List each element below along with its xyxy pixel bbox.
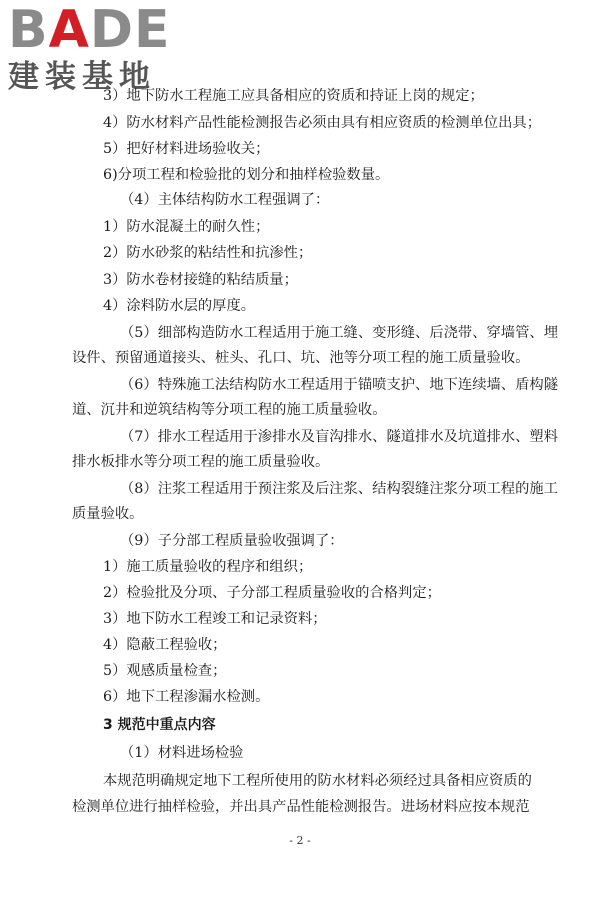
- text-line: 3）防水卷材接缝的粘结质量；: [103, 272, 298, 288]
- text-line: （9）子分部工程质量验收强调了：: [120, 533, 344, 549]
- text-line: 1）施工质量验收的程序和组织；: [103, 559, 313, 575]
- text-line: （1）材料进场检验: [120, 745, 244, 761]
- text-line: 2）检验批及分项、子分部工程质量验收的合格判定；: [103, 585, 441, 601]
- section-heading: 3 规范中重点内容: [103, 717, 216, 733]
- text-line: 6)分项工程和检验批的划分和抽样检验数量。: [103, 167, 390, 183]
- text-line: （6）特殊施工法结构防水工程适用于锚喷支护、地下连续墙、盾构隧: [120, 377, 558, 393]
- page-number: - 2 -: [289, 834, 311, 847]
- text-line: 4）涂料防水层的厚度。: [103, 298, 256, 314]
- text-line: 排水板排水等分项工程的施工质量验收。: [72, 454, 330, 470]
- text-line: （4）主体结构防水工程强调了：: [120, 192, 330, 208]
- text-line: 4）防水材料产品性能检测报告必须由具有相应资质的检测单位出具；: [103, 115, 541, 131]
- logo-wordmark: BADE: [8, 0, 171, 60]
- text-line: （5）细部构造防水工程适用于施工缝、变形缝、后浇带、穿墙管、埋: [120, 325, 558, 341]
- text-line: （7）排水工程适用于渗排水及盲沟排水、隧道排水及坑道排水、塑料: [120, 429, 558, 445]
- text-line: （8）注浆工程适用于预注浆及后注浆、结构裂缝注浆分项工程的施工: [120, 481, 558, 497]
- text-line: 6）地下工程渗漏水检测。: [103, 689, 270, 705]
- text-line: 5）把好材料进场验收关；: [103, 141, 270, 157]
- bade-logo: [8, 0, 178, 96]
- text-line: 2）防水砂浆的粘结性和抗渗性；: [103, 245, 313, 261]
- text-line: 5）观感质量检查；: [103, 663, 227, 679]
- text-line: 检测单位进行抽样检验，并出具产品性能检测报告。进场材料应按本规范: [72, 799, 530, 815]
- text-line: 3）地下防水工程竣工和记录资料；: [103, 611, 327, 627]
- logo-subtitle: 建装基地: [8, 59, 156, 95]
- text-line: 质量验收。: [72, 506, 144, 522]
- text-line: 道、沉井和逆筑结构等分项工程的施工质量验收。: [72, 402, 387, 418]
- text-line: 本规范明确规定地下工程所使用的防水材料必须经过具备相应资质的: [103, 773, 532, 789]
- text-line: 1）防水混凝土的耐久性；: [103, 219, 270, 235]
- text-line: 4）隐蔽工程验收；: [103, 637, 227, 653]
- text-line: 3）地下防水工程施工应具备相应的资质和持证上岗的规定；: [103, 88, 484, 104]
- text-line: 设件、预留通道接头、桩头、孔口、坑、池等分项工程的施工质量验收。: [72, 350, 530, 366]
